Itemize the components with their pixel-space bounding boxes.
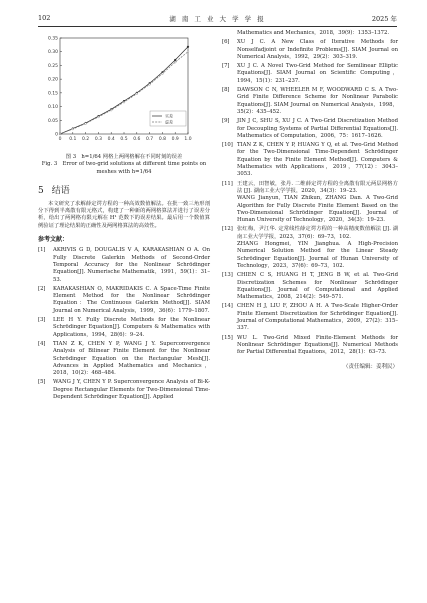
figure-caption-en-1: Fig. 3 Error of two-grid solutions at different time points on (41, 161, 207, 168)
reference-number: [3] (38, 317, 46, 324)
reference-number: [15] (222, 334, 233, 341)
right-column (222, 30, 398, 372)
reference-line: 王建云，田智敏，张丹. 二维薛定谔方程的全离散有限元两层网格方法 [J]. 湖南工业大学学报，2020，34(3)：19–23. (237, 180, 398, 194)
reference-line: CHEN H J, LIU F, ZHOU A H. A Two-Scale Higher-Order Finite Element Discretization for Schrödinger Equation[J]. Journal of Computational Mathematics，2009，27(2)：315–337. (237, 303, 398, 332)
reference-text (237, 118, 398, 140)
page-number: 102 (38, 14, 51, 22)
reference-number: [4] (38, 340, 46, 347)
reference-number: [13] (222, 272, 233, 279)
reference-text (237, 181, 398, 225)
reference-text (53, 247, 210, 283)
data-point (136, 93, 138, 95)
y-tick-label: 0.10 (47, 105, 58, 111)
reference-line: ZHANG Hongmei, YIN Jianghua. A High-Precision Numerical Solution Method for the Linear Steady Schrödinger Equation[J]. Journal of Hunan University of Technology，2023，37(6)：69–73，102. (237, 241, 398, 269)
data-point (187, 51, 189, 53)
reference-number: [1] (38, 247, 46, 254)
y-tick-label: 0.05 (47, 118, 58, 124)
reference-item (222, 272, 398, 301)
reference-item (222, 118, 398, 140)
reference-number: [14] (222, 303, 233, 310)
data-point (187, 46, 189, 48)
reference-item (38, 317, 210, 339)
reference-item (222, 87, 398, 116)
reference-item (222, 39, 398, 61)
reference-number: [5] (38, 379, 46, 386)
data-point (85, 123, 87, 125)
reference-line: XU J C. A Novel Two-Grid Method for Semilinear Elliptic Equations[J]. SIAM Journal on Scientific Computing，1994，15(1)：231–237. (237, 63, 398, 84)
legend-label: 实差 (165, 113, 173, 119)
reference-number: [12] (222, 226, 233, 233)
reference-text (53, 317, 210, 339)
reference-number: [6] (222, 39, 230, 46)
reference-number: [11] (222, 180, 233, 187)
reference-item (222, 63, 398, 85)
reference-item (38, 341, 210, 377)
reference-continuation: Mathematics and Mechanics，2018，39(9)：1353–1372. (237, 30, 390, 36)
y-tick-label: 0.30 (47, 50, 58, 56)
y-tick-label: 0.35 (47, 36, 58, 42)
reference-text (237, 303, 398, 332)
reference-text (237, 87, 398, 116)
y-tick-label: 0 (55, 132, 58, 138)
figure-caption-en-2: meshes with h=1/64 (96, 168, 152, 175)
reference-item (38, 379, 210, 401)
legend-label: 虚差 (165, 119, 173, 125)
reference-line: XU J C. A New Class of Iterative Methods for Nonselfadjoint or Indefinite Problems[J]. SIAM Journal on Numerical Analysis，1992，29(2)：303–319. (237, 39, 398, 60)
reference-line: TIAN Z K, CHEN Y P, WANG J Y. Superconvergence Analysis of Bilinear Finite Element for the Nonlinear Schrödinger Equation on the Rectangular Mesh[J]. Advances in Applied Mathematics and Mechanics，2018，10(2)：468–484. (53, 340, 210, 377)
reference-line: CHIEN C S, HUANG H T, JENG B W, et al. Two-Grid Discretization Schemes for Nonlinear Schrödinger Equations[J]. Journal of Computational and Applied Mathematics，2008，214(2)：549–571. (237, 272, 398, 301)
data-point (149, 83, 151, 85)
reference-text (53, 341, 210, 377)
reference-number: [7] (222, 63, 230, 70)
x-tick-label: 0.3 (94, 137, 102, 142)
reference-text (237, 272, 398, 301)
reference-line: WANG Jianyun, TIAN Zhikun, ZHANG Dan. A Two-Grid Algorithm for Fully Discrete Finite Element Based on the Two-Dimensional Schrödinger Equation[J]. Journal of Hunan University of Technology，2020，34(3)：19–23. (237, 195, 398, 224)
reference-item (222, 226, 398, 270)
x-tick-label: 0.1 (69, 137, 77, 142)
error-figure (38, 30, 210, 152)
reference-item (38, 247, 210, 283)
data-point (162, 73, 164, 75)
reference-line: WU L. Two-Grid Mixed Finite-Element Methods for Nonlinear Schrödinger Equations[J]. Numerical Methods for Partial Differential Equations，2012，28(1)：63–73. (237, 334, 398, 356)
section-number: 5 (38, 185, 44, 196)
y-tick-label: 0.15 (47, 91, 58, 97)
x-tick-label: 0.5 (120, 137, 128, 142)
reference-number: [10] (222, 142, 233, 149)
data-point (123, 101, 125, 103)
reference-text (237, 335, 398, 357)
reference-line: JIN J C, SHU S, XU J C. A Two-Grid Discretization Method for Decoupling Systems of Partial Differential Equations[J]. Mathematics of Computation，2006，75：1617–1626. (237, 118, 398, 139)
data-point (174, 59, 176, 61)
reference-item (222, 335, 398, 357)
reference-number: [8] (222, 87, 230, 94)
section-heading (38, 186, 210, 196)
data-point (174, 61, 176, 63)
responsible-editor: （责任编辑：姜利民） (342, 364, 398, 371)
data-point (98, 116, 100, 118)
conclusion-paragraph: 本文研究了求解薛定谔方程的一种高效数值解法。在批一致三角形剖分下得到半离散有限元格式，构建了一种新的两网格算法并进行了误差分析，给出了两网格有限元解在 H¹ 范数下的误差结果。最后用一个数值算例验证了理论结果的正确性及两网格算法的高效性。 (38, 200, 210, 229)
left-reference-list (38, 247, 210, 401)
x-tick-label: 0.6 (133, 137, 141, 142)
reference-number: [9] (222, 118, 230, 125)
figure-caption-cn: 图 3 h=1/64 网格上两网格解在不同时刻的误差 (65, 154, 183, 160)
journal-year: 2025 年 (371, 15, 397, 23)
reference-line: AKRIVIS G D, DOUGALIS V A, KARAKASHIAN O A. On Fully Discrete Galerkin Methods of Second-Order Temporal Accuracy for the Nonlinear Schrödinger Equation[J]. Numerische Mathematik，1991，59(1)：31–53. (53, 247, 210, 283)
reference-text (237, 142, 398, 178)
reference-item (222, 181, 398, 225)
reference-text (53, 379, 210, 401)
reference-line: KARAKASHIAN O, MAKRIDAKIS C. A Space-Time Finite Element Method for the Nonlinear Schrödinger Equation：The Continuous Galerkin Method[J]. SIAM Journal on Numerical Analysis，1999，36(6)：1779–1807. (53, 285, 210, 314)
left-column (38, 30, 210, 403)
reference-line: 张红梅，尹江华. 定常线性薛定谔方程的一种高精度数值解法 [J]. 湖南工业大学学报，2023，37(6)：69–73，102. (237, 226, 398, 240)
y-tick-label: 0.25 (47, 63, 58, 69)
x-tick-label: 0.9 (171, 137, 179, 142)
reference-text (237, 63, 398, 85)
reference-line: LEE H Y. Fully Discrete Methods for the Nonlinear Schrödinger Equation[J]. Computers & Mathematics with Applications，1994，28(6)：9–24. (53, 317, 210, 338)
x-tick-label: 0.7 (146, 137, 154, 142)
reference-item (222, 142, 398, 178)
reference-text (237, 226, 398, 270)
reference-item (38, 286, 210, 315)
data-point (59, 133, 61, 135)
data-point (110, 109, 112, 111)
x-tick-label: 0 (58, 137, 62, 142)
x-tick-label: 0.2 (82, 137, 90, 142)
data-point (72, 128, 74, 130)
right-reference-list (222, 39, 398, 356)
reference-line: TIAN Z K, CHEN Y P, HUANG Y Q, et al. Two-Grid Method for the Two-Dimensional Time-Dependent Schrödinger Equation by the Finite Element Method[J]. Computers & Mathematics with Applications，2019，77(12)：3043–3053. (237, 142, 398, 178)
reference-text (237, 39, 398, 61)
reference-line: DAWSON C N, WHEELER M F, WOODWARD C S. A Two-Grid Finite Difference Scheme for Nonlinear Parabolic Equations[J]. SIAM Journal on Numerical Analysis，1998，35(2)：435–452. (237, 87, 398, 115)
references-heading: 参考文献： (38, 236, 69, 244)
section-title: 结语 (51, 185, 70, 196)
page-header (38, 12, 397, 27)
y-tick-label: 0.20 (47, 77, 58, 83)
reference-text (53, 286, 210, 315)
x-tick-label: 0.4 (107, 137, 115, 142)
reference-item (222, 303, 398, 332)
reference-line: WANG J Y, CHEN Y P. Superconvergence Analysis of Bi-K-Degree Rectangular Elements for Two-Dimensional Time-Dependent Schrödinger Equation[J]. Applied (53, 379, 210, 401)
x-tick-label: 0.8 (158, 137, 166, 142)
reference-number: [2] (38, 285, 46, 292)
error-line-chart (38, 30, 210, 152)
x-tick-label: 1.0 (184, 137, 192, 142)
journal-title: 湖 南 工 业 大 学 学 报 (169, 15, 266, 23)
